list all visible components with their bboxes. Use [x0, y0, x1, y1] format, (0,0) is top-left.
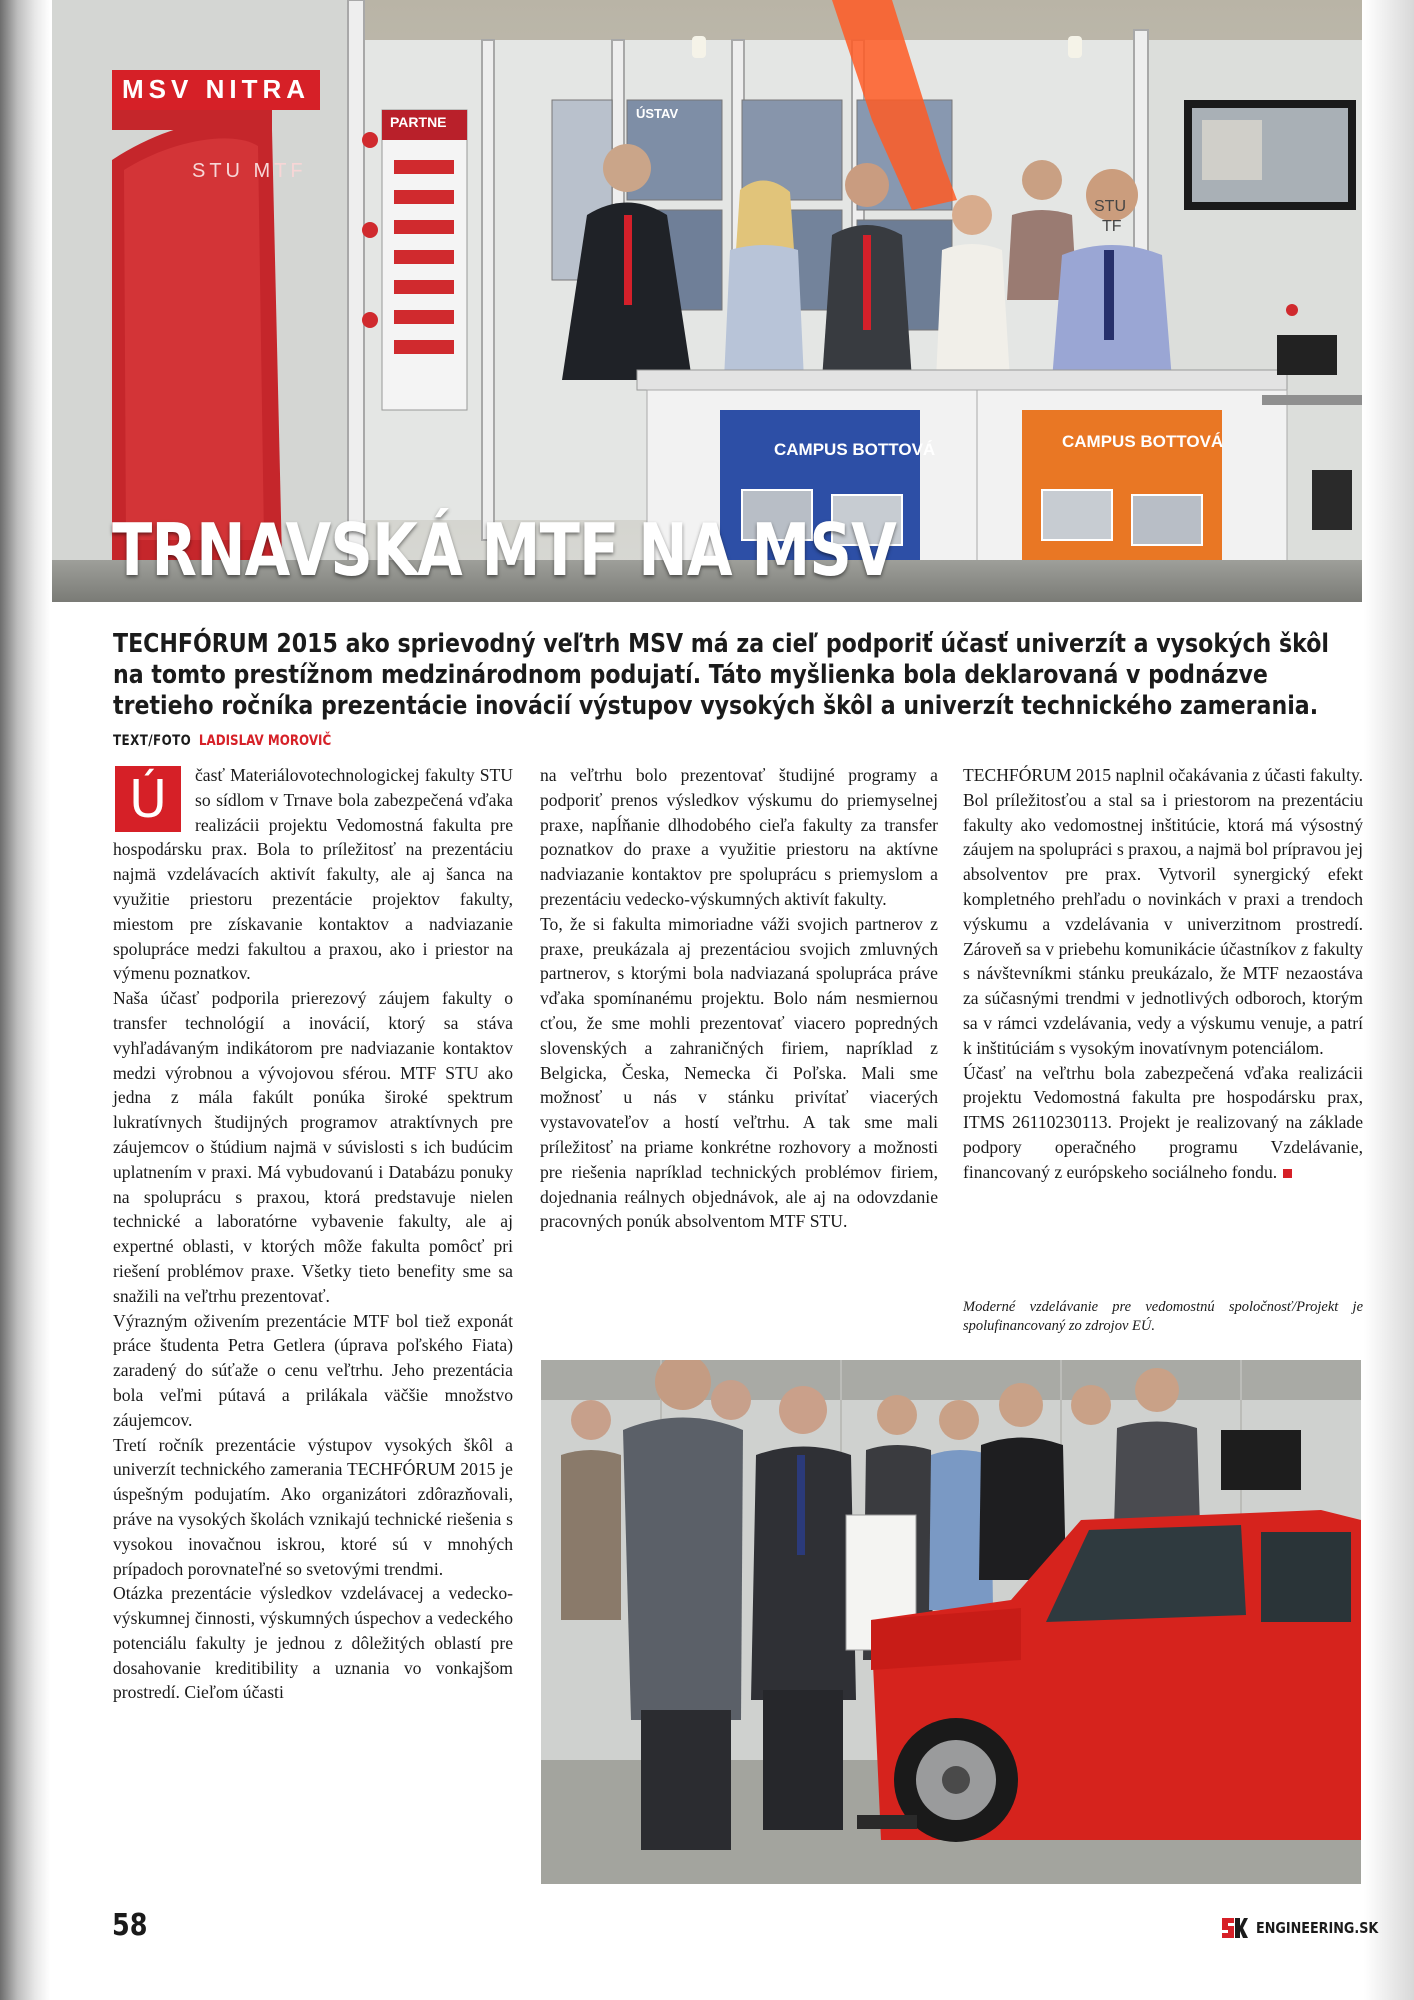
body-column-3	[963, 763, 1363, 1185]
photo-caption: Moderné vzdelávanie pre vedomostnú spoločnosť/Projekt je spolufinancovaný zo zdrojov EÚ.	[963, 1299, 1363, 1334]
brand-footer	[1220, 1914, 1400, 1942]
body-column-1	[113, 763, 513, 1705]
paragraph: To, že si fakulta mimoriadne váži svojich partnerov z praxe, preukázala aj prezentáciou svojich zmluvných partnerov, s ktorými bola nadviazaná spolupráca práve vďaka spomínanému projektu. Bolo nám nesmiernou cťou, že sme mohli prezentovať viacero popredných slovenských a zahraničných firiem, napríklad z Belgicka, Česka, Nemecka či Poľska. Mali sme možnosť u nás v stánku privítať viacerých vystavovateľov a hostí veľtrhu. A tak sme mali príležitosť na priame konkrétne rozhovory a možnosti pre riešenia napríklad technických problémov firiem, dojednania reálnych objednávok, ale aj na odovzdanie pracovných ponúk absolventom MTF STU.	[540, 913, 938, 1232]
paragraph: Tretí ročník prezentácie výstupov vysokých škôl a univerzít technického zamerania TECHFÓRUM 2015 je úspešným podujatím. Ako organizátori zdôrazňovali, práve na vysokých školách vznikajú technické riešenia s vysokou inovačnou iskrou, ktoré sú v mnohých prípadoch porovnateľné so svetovými trendmi.	[113, 1434, 513, 1579]
brand-name: ENGINEERING.SK	[1256, 1919, 1379, 1937]
credit-label: TEXT/FOTO	[113, 733, 192, 749]
booth-sign-right: CAMPUS BOTTOVÁ	[1062, 432, 1224, 451]
page-edge	[1364, 0, 1414, 2000]
drop-cap: Ú	[115, 766, 181, 832]
article-lead	[113, 629, 1363, 757]
page-number: 58	[112, 1908, 148, 1943]
section-tag: MSV NITRA	[112, 70, 320, 110]
paragraph: Naša účasť podporila prierezový záujem fakulty o transfer technológií a inovácií, ktorý sa stáva vyhľadávaným indikátorom pre nadviazanie kontaktov medzi výrobnou a vývojovou sférou. MTF STU ako jedna z mála fakúlt ponúka široké spektrum lukratívnych študijných programov atraktívnych pre záujemcov o štúdium najmä v súvislosti s ich budúcim uplatnením v praxi. Má vybudovanú i Databázu ponuky na spoluprácu s praxou, ktorá predstavuje nielen technické a laboratórne vybavenie fakulty, ale aj expertné oblasti, v ktorých môže fakulta pomôcť pri riešení problémov praxe. Všetky tieto benefity sme sa snažili na veľtrhu prezentovať.	[113, 988, 513, 1306]
car-photo-illustration	[541, 1360, 1361, 1884]
wall-logo-tf: TF	[1102, 218, 1122, 235]
engineering-logo-icon	[1220, 1914, 1248, 1942]
hero-photo	[52, 0, 1362, 602]
paragraph: TECHFÓRUM 2015 naplnil očakávania z účasti fakulty. Bol príležitosťou a stal sa i priestorom na prezentáciu fakulty ako vedomostnej inštitúcie, ktorá má výsostný záujem na spolupráci s praxou, a najmä bol prípravou jej absolventov pre prax. Vytvoril synergický efekt kompletného prehľadu o novinkách v praxi a trendoch výskumu a vzdelávania v univerzitnom prostredí. Zároveň sa v priebehu komunikácie účastníkov z fakulty s návštevníkmi stánku preukázalo, že MTF nezaostáva za súčasnými trendmi v jednotlivých odboroch, ktorým sa v rámci vzdelávania, vedy a výskumu venuje, a patrí k inštitúciám s vysokým inovatívnym potenciálom.	[963, 765, 1364, 1058]
paragraph-text: Účasť na veľtrhu bola zabezpečená vďaka realizácii projektu Vedomostná fakulta pre hospodársku prax, ITMS 26110230113. Projekt je realizovaný na základe podpory operačného programu Vzdelávanie, financovaný z európskeho sociálneho fondu.	[963, 1062, 1363, 1182]
booth-sign-left: CAMPUS BOTTOVÁ	[774, 440, 936, 459]
credit-name: LADISLAV MOROVIČ	[198, 733, 332, 749]
paragraph: Výrazným oživením prezentácie MTF bol tiež exponát práce študenta Petra Getlera (úprava poľského Fiata) zaradený do súťaže o cenu veľtrhu. Jeho prezentácia bola veľmi pútavá a prilákala väčšie množstvo záujemcov.	[113, 1310, 513, 1430]
paragraph: Otázka prezentácie výsledkov vzdelávacej a vedecko-výskumnej činnosti, výskumných úspechov a vedeckého potenciálu fakulty je jednou z dôležitých oblastí pre dosahovanie kreditibility a uznania vo vonkajšom prostredí. Cieľom účasti	[113, 1583, 513, 1703]
wall-logo-stu: STU	[1094, 198, 1126, 215]
paragraph: na veľtrhu bolo prezentovať študijné programy a podporiť prenos výsledkov výskumu do priemyselnej praxe, napĺňanie dlhodobého cieľa fakulty za transfer poznatkov do praxe a využitie priestoru na aktívne nadviazanie kontaktov pre spoluprácu s priemyslom a prezentáciu vedecko-výskumných aktivít fakulty.	[540, 765, 938, 909]
page-spine-shadow	[0, 0, 50, 2000]
paragraph	[113, 763, 513, 986]
body-column-2	[540, 763, 938, 1234]
banner-logo-text: STU MTF	[192, 160, 307, 182]
paragraph-text: časť Materiálovotechnologickej fakulty STU so sídlom v Trnave bola zabezpečená vďaka realizácii projektu Vedomostná fakulta pre hospodársku prax. Bola to príležitosť na prezentáciu najmä vzdelávacích aktivít fakulty, ale aj šanca na využitie priestoru prezentácie projektov fakulty, miestom pre získavanie kontaktov a nadviazanie spolupráce medzi fakultou a praxou, ako i priestor na výmenu poznatkov.	[113, 765, 513, 984]
car-exhibit-photo	[541, 1360, 1361, 1884]
partner-board-label: PARTNE	[390, 114, 447, 130]
lead-text: TECHFÓRUM 2015 ako sprievodný veľtrh MSV má za cieľ podporiť účasť univerzít a vysokých škôl na tomto prestížnom medzinárodnom podujatí. Táto myšlienka bola deklarovaná v podnázve tretieho ročníka prezentácie inovácií výstupov vysokých škôl a univerzít technického zamerania.	[113, 629, 1330, 721]
poster-label: ÚSTAV	[636, 106, 679, 121]
paragraph	[963, 1061, 1363, 1185]
end-mark-icon	[1283, 1169, 1292, 1178]
article-title: TRNAVSKÁ MTF NA MSV	[112, 508, 896, 592]
